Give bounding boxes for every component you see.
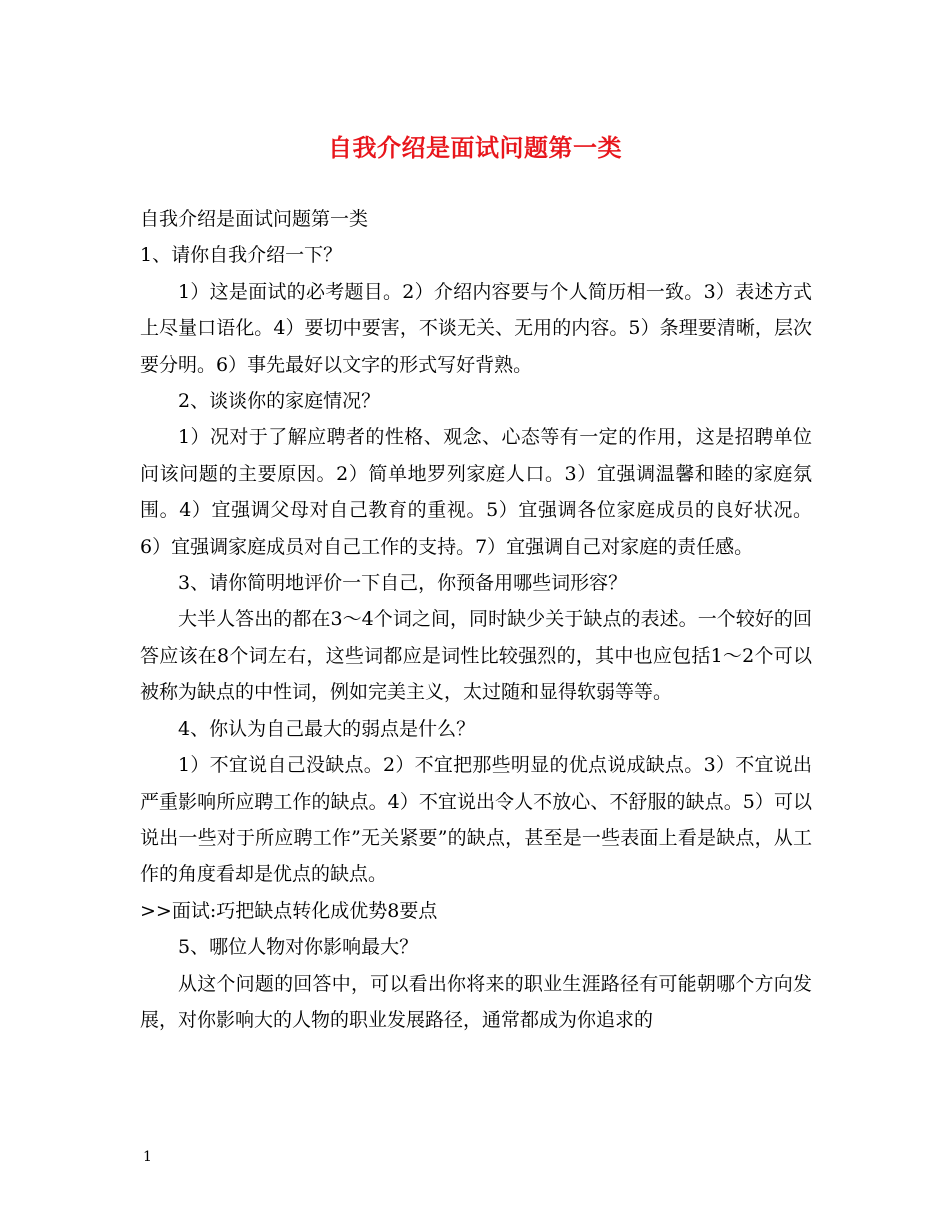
question-3: 3、请你简明地评价一下自己，你预备用哪些词形容？ bbox=[178, 572, 628, 595]
question-5: 5、哪位人物对你影响最大？ bbox=[178, 936, 419, 959]
answer-1: 1）这是面试的必考题目。2）介绍内容要与个人简历相一致。3）表述方式上尽量口语化。4）要切中要害，不谈无关、无用的内容。5）条理要清晰，层次要分明。6）事先最好以文字的形式写好背熟。 bbox=[140, 280, 812, 376]
document-body bbox=[140, 201, 812, 1038]
document-title: 自我介绍是面试问题第一类 bbox=[328, 133, 622, 162]
answer-5: 从这个问题的回答中，可以看出你将来的职业生涯路径有可能朝哪个方向发展，对你影响大的人物的职业发展路径，通常都成为你追求的 bbox=[140, 972, 812, 1031]
answer-2: 1）况对于了解应聘者的性格、观念、心态等有一定的作用，这是招聘单位问该问题的主要原因。2）简单地罗列家庭人口。3）宜强调温馨和睦的家庭氛围。4）宜强调父母对自己教育的重视。5）宜强调各位家庭成员的良好状况。6）宜强调家庭成员对自己工作的支持。7）宜强调自己对家庭的责任感。 bbox=[140, 426, 812, 558]
question-2: 2、谈谈你的家庭情况？ bbox=[178, 390, 381, 413]
question-1: 1、请你自我介绍一下？ bbox=[140, 244, 343, 267]
answer-4: 1）不宜说自己没缺点。2）不宜把那些明显的优点说成缺点。3）不宜说出严重影响所应聘工作的缺点。4）不宜说出令人不放心、不舒服的缺点。5）可以说出一些对于所应聘工作”无关紧要”的缺点，甚至是一些表面上看是缺点，从工作的角度看却是优点的缺点。 bbox=[140, 754, 812, 886]
page-number: 1 bbox=[143, 1149, 152, 1165]
intro-heading: 自我介绍是面试问题第一类 bbox=[140, 208, 369, 230]
answer-3: 大半人答出的都在3～4个词之间，同时缺少关于缺点的表述。一个较好的回答应该在8个词左右，这些词都应是词性比较强烈的，其中也应包括1～2个可以被称为缺点的中性词，例如完美主义，太过随和显得软弱等等。 bbox=[140, 608, 812, 704]
question-4: 4、你认为自己最大的弱点是什么？ bbox=[178, 717, 476, 740]
related-link-text: >>面试:巧把缺点转化成优势8要点 bbox=[140, 899, 438, 922]
